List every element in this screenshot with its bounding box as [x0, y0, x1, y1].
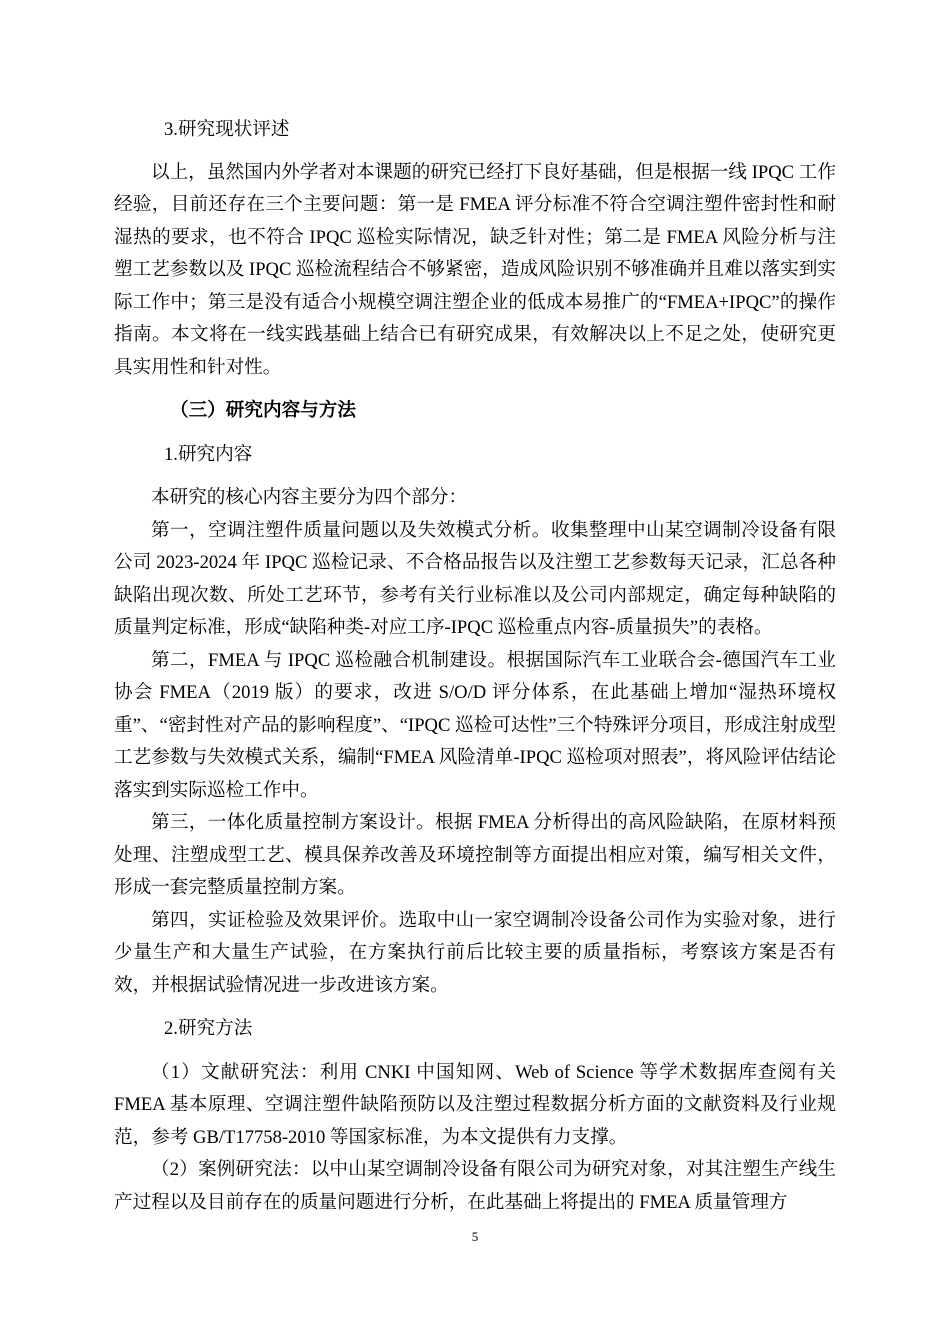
research-methods-heading: 2.研究方法 — [164, 1018, 253, 1039]
content-part-four-paragraph: 第四，实证检验及效果评价。选取中山一家空调制冷设备公司作为实验对象，进行少量生产和大量生产试验，在方案执行前后比较主要的质量指标，考察该方案是否有效，并根据试验情况进一步改进该方案。 — [114, 909, 836, 996]
research-content-heading: 1.研究内容 — [164, 443, 253, 465]
literature-method-paragraph: （1）文献研究法：利用 CNKI 中国知网、Web of Science 等学术数据库查阅有关 FMEA 基本原理、空调注塑件缺陷预防以及注塑过程数据分析方面的文献资料及行业规范，参考 GB/T17758-2010 等国家标准，为本文提供有力支撑。 — [114, 1061, 836, 1148]
content-intro-paragraph: 本研究的核心内容主要分为四个部分： — [151, 487, 468, 508]
section-heading-content-and-methods: （三）研究内容与方法 — [170, 400, 356, 421]
research-status-paragraph: 以上，虽然国内外学者对本课题的研究已经打下良好基础，但是根据一线 IPQC 工作经验，目前还存在三个主要问题：第一是 FMEA 评分标准不符合空调注塑件密封性和耐湿热的要求，也不符合 IPQC 巡检实际情况，缺乏针对性；第二是 FMEA 风险分析与注塑工艺参数以及 IPQC 巡检流程结合不够紧密，造成风险识别不够准确并且难以落实到实际工作中；第三是没有适合小规模空调注塑企业的低成本易推广的“FMEA+IPQC”的操作指南。本文将在一线实践基础上结合已有研究成果，有效解决以上不足之处，使研究更具实用性和针对性。 — [114, 161, 836, 378]
content-part-two-paragraph: 第二，FMEA 与 IPQC 巡检融合机制建设。根据国际汽车工业联合会-德国汽车工业协会 FMEA（2019 版）的要求，改进 S/O/D 评分体系，在此基础上增加“湿热环境权重”、“密封性对产品的影响程度”、“IPQC 巡检可达性”三个特殊评分项目，形成注射成型工艺参数与失效模式关系，编制“FMEA 风险清单-IPQC 巡检项对照表”，将风险评估结论落实到实际巡检工作中。 — [114, 649, 836, 801]
content-part-one-paragraph: 第一，空调注塑件质量问题以及失效模式分析。收集整理中山某空调制冷设备有限公司 2023-2024 年 IPQC 巡检记录、不合格品报告以及注塑工艺参数每天记录，汇总各种缺陷出现次数、所处工艺环节，参考有关行业标准以及公司内部规定，确定每种缺陷的质量判定标准，形成“缺陷种类-对应工序-IPQC 巡检重点内容-质量损失”的表格。 — [114, 519, 836, 638]
content-part-three-paragraph: 第三，一体化质量控制方案设计。根据 FMEA 分析得出的高风险缺陷，在原材料预处理、注塑成型工艺、模具保养改善及环境控制等方面提出相应对策，编写相关文件，形成一套完整质量控制方案。 — [114, 812, 836, 898]
page-body — [114, 114, 836, 1219]
page-number: 5 — [471, 1229, 479, 1244]
research-status-heading: 3.研究现状评述 — [164, 119, 290, 140]
case-study-method-paragraph: （2）案例研究法：以中山某空调制冷设备有限公司为研究对象，对其注塑生产线生产过程以及目前存在的质量问题进行分析，在此基础上将提出的 FMEA 质量管理方 — [114, 1159, 836, 1213]
